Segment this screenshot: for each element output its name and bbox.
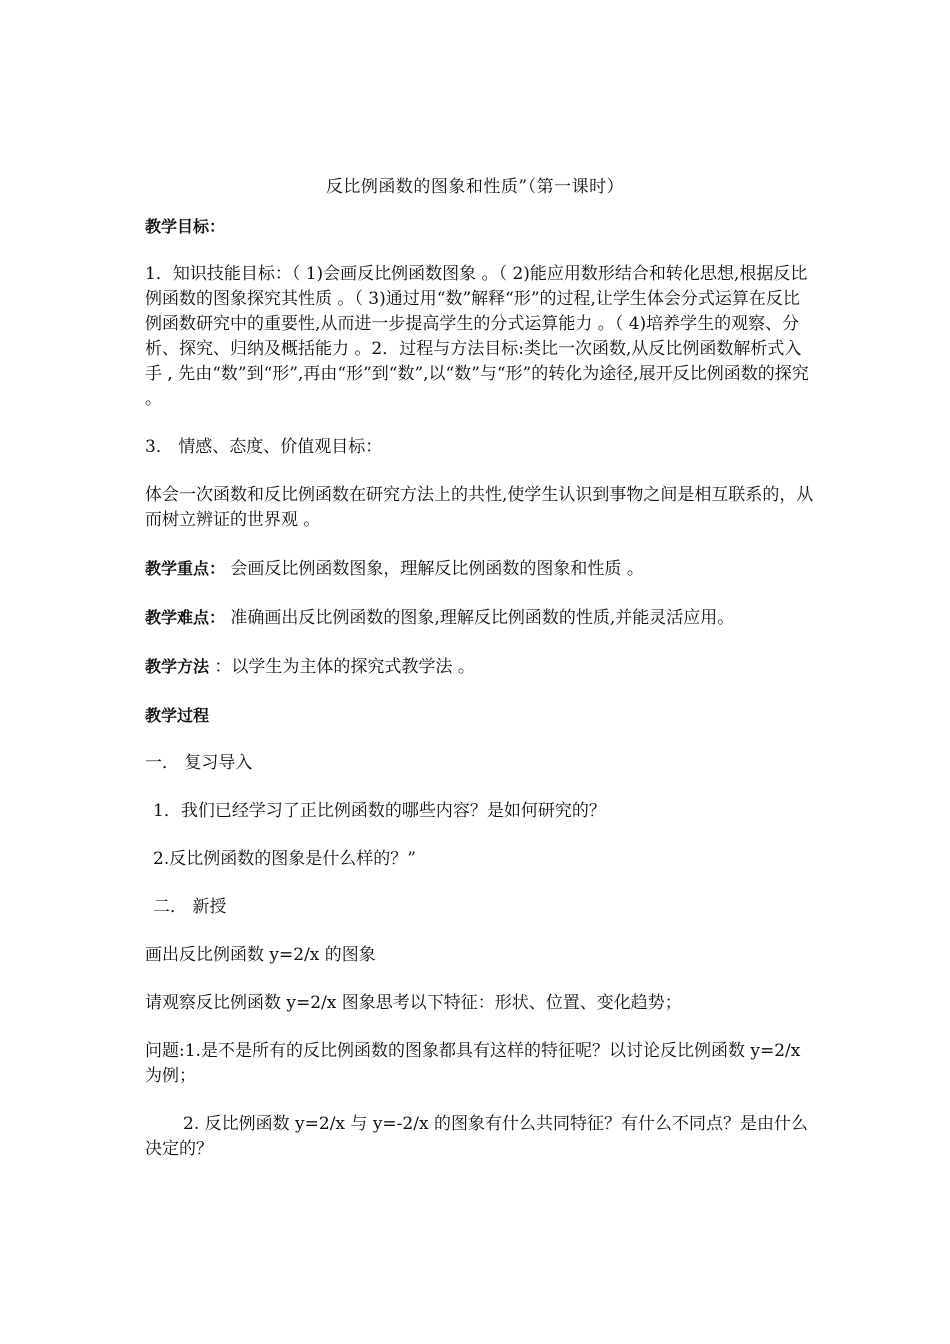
difficulty-text: 准确画出反比例函数的图象,理解反比例函数的性质,并能灵活应用。 <box>225 608 735 628</box>
new-lesson-heading: 二． 新授 <box>153 897 227 917</box>
review-question-2: 2.反比例函数的图象是什么样的？” <box>153 849 416 869</box>
method-label: 教学方法 <box>145 657 210 676</box>
key-point-text: 会画反比例函数图象，理解反比例函数的图象和性质 。 <box>225 559 644 579</box>
goals-3-heading: 3． 情感、态度、价值观目标： <box>145 437 383 457</box>
document-body <box>145 214 815 1162</box>
question-2: 2. 反比例函数 y=2/x 与 y=-2/x 的图象有什么共同特征？有什么不同点？是由什么决定的？ <box>145 1114 808 1159</box>
method-paragraph <box>145 654 815 680</box>
review-question-1: 1．我们已经学习了正比例函数的哪些内容？是如何研究的？ <box>153 801 606 821</box>
process-heading: 教学过程 <box>145 706 210 725</box>
key-point-label: 教学重点： <box>145 559 226 578</box>
difficulty-label: 教学难点： <box>145 608 226 627</box>
document-title: 反比例函数的图象和性质”（第一课时） <box>325 177 625 197</box>
method-text: ：以学生为主体的探究式教学法 。 <box>209 657 475 677</box>
draw-task: 画出反比例函数 y=2/x 的图象 <box>145 945 376 965</box>
difficulty-paragraph <box>145 605 815 631</box>
observe-task: 请观察反比例函数 y=2/x 图象思考以下特征：形状、位置、变化趋势； <box>145 993 682 1013</box>
goals-heading: 教学目标： <box>145 217 226 236</box>
review-heading: 一． 复习导入 <box>145 753 253 773</box>
question-1: 问题:1.是不是所有的反比例函数的图象都具有这样的特征呢？以讨论反比例函数 y=2/x 为例； <box>145 1041 801 1086</box>
goals-paragraph: 1．知识技能目标：（ 1)会画反比例函数图象 。（ 2)能应用数形结合和转化思想,根据反比例函数的图象探究其性质 。（ 3)通过用“数”解释“形”的过程,让学生体会分式运算在反比例函数研究中的重要性,从而进一步提高学生的分式运算能力 。（ 4)培养学生的观察、分析、探究、归纳及概括能力 。2．过程与方法目标:类比一次函数,从反比例函数解析式入手 , 先由“数”到“形”,再由“形”到“数”,以“数”与“形”的转化为途径,展开反比例函数的探究 。 <box>145 264 809 409</box>
key-point-paragraph <box>145 556 815 582</box>
goals-3-paragraph: 体会一次函数和反比例函数在研究方法上的共性,使学生认识到事物之间是相互联系的，从而树立辨证的世界观 。 <box>145 485 814 530</box>
